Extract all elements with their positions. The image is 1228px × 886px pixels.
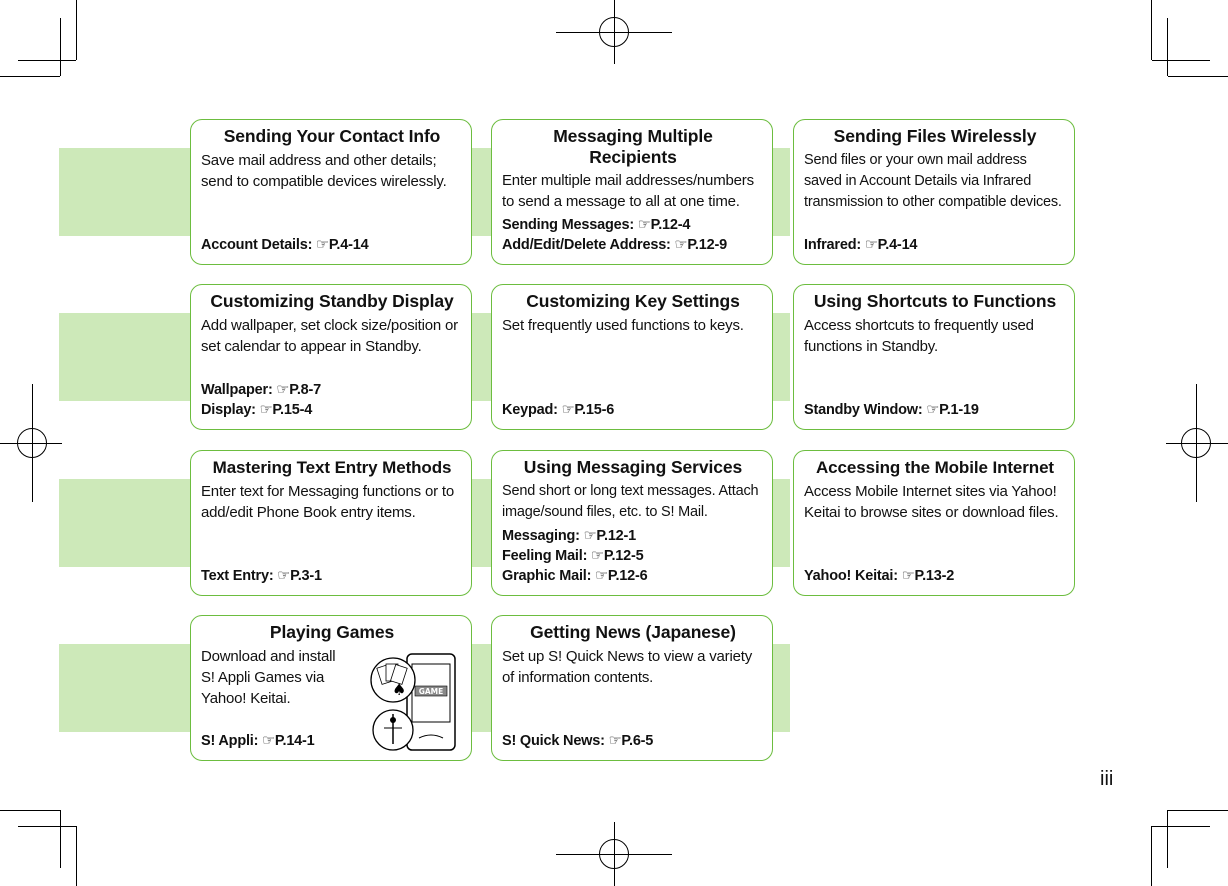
card-refs [201,235,369,255]
svg-text:♠: ♠ [392,680,407,699]
ref-messaging[interactable]: Messaging: ☞P.12-1 [502,528,637,544]
card-key-settings [491,284,773,430]
card-description: Set up S! Quick News to view a variety of information contents. [502,648,753,686]
ref-add-edit-delete[interactable]: Add/Edit/Delete Address: ☞P.12-9 [502,237,727,253]
game-phone-illustration [369,650,463,754]
ref-standby-window[interactable]: Standby Window: ☞P.1-19 [804,402,979,418]
ref-graphic-mail[interactable]: Graphic Mail: ☞P.12-6 [502,568,648,584]
ref-quick-news[interactable]: S! Quick News: ☞P.6-5 [502,733,654,749]
card-title: Sending Your Contact Info [223,126,441,146]
card-refs [804,566,954,586]
card-title: Messaging Multiple Recipients [553,126,713,167]
card-title: Mastering Text Entry Methods [212,458,452,477]
card-description: Enter multiple mail addresses/numbers to send a message to all at one time. [502,172,754,210]
card-refs [502,400,614,420]
card-description: Access Mobile Internet sites via Yahoo! Keitai to browse sites or download files. [804,483,1059,521]
ref-s-appli[interactable]: S! Appli: ☞P.14-1 [201,733,315,749]
ref-yahoo-keitai[interactable]: Yahoo! Keitai: ☞P.13-2 [804,568,955,584]
card-title: Playing Games [269,622,395,642]
card-refs [804,235,917,255]
card-title: Sending Files Wirelessly [833,126,1037,146]
card-mobile-internet [793,450,1075,596]
card-description: Add wallpaper, set clock size/position or set calendar to appear in Standby. [201,317,458,355]
card-sending-contact-info [190,119,472,265]
ref-infrared[interactable]: Infrared: ☞P.4-14 [804,237,918,253]
card-standby-display [190,284,472,430]
card-refs [502,215,727,255]
card-sending-files [793,119,1075,265]
card-title: Customizing Standby Display [210,291,454,311]
ref-wallpaper[interactable]: Wallpaper: ☞P.8-7 [201,382,321,398]
card-refs [804,400,979,420]
card-description: Download and install S! Appli Games via Yahoo! Keitai. [201,648,336,707]
card-title: Getting News (Japanese) [530,622,736,642]
card-shortcuts [793,284,1075,430]
card-description: Send short or long text messages. Attach image/sound files, etc. to S! Mail. [502,483,759,520]
ref-display[interactable]: Display: ☞P.15-4 [201,402,313,418]
ref-account-details[interactable]: Account Details: ☞P.4-14 [201,237,369,253]
card-description: Access shortcuts to frequently used functions in Standby. [804,317,1034,355]
card-description: Set frequently used functions to keys. [502,317,744,334]
card-refs [502,731,653,751]
ref-text-entry[interactable]: Text Entry: ☞P.3-1 [201,568,322,584]
card-description: Save mail address and other details; send to compatible devices wirelessly. [201,152,447,190]
ref-keypad[interactable]: Keypad: ☞P.15-6 [502,402,615,418]
card-refs [201,566,322,586]
card-refs [502,526,648,586]
card-title: Using Messaging Services [523,457,743,477]
card-playing-games [190,615,472,761]
card-description: Enter text for Messaging functions or to add/edit Phone Book entry items. [201,483,454,521]
page-number: iii [1100,768,1114,790]
card-title: Customizing Key Settings [526,291,740,311]
card-refs [201,380,321,420]
game-label: GAME [418,687,444,696]
ref-sending-messages[interactable]: Sending Messages: ☞P.12-4 [502,217,691,233]
ref-feeling-mail[interactable]: Feeling Mail: ☞P.12-5 [502,548,644,564]
card-getting-news [491,615,773,761]
card-title: Using Shortcuts to Functions [813,291,1057,311]
card-title: Accessing the Mobile Internet [816,458,1054,477]
card-messaging-services [491,450,773,596]
card-description: Send files or your own mail address saved in Account Details via Infrared transmission to other compatible devices. [804,152,1062,210]
card-messaging-multiple [491,119,773,265]
card-text-entry [190,450,472,596]
card-refs [201,731,315,751]
